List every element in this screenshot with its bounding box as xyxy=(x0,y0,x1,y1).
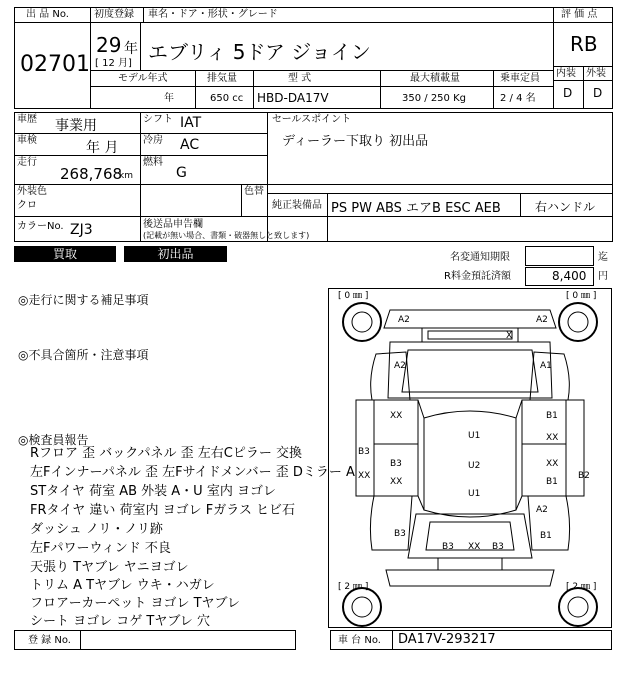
rear-right-tire xyxy=(559,588,597,626)
left-front-door xyxy=(374,400,418,444)
chassis-no-label: 車 台 No. xyxy=(338,635,381,646)
car-name-label: 車名・ドア・形状・グレード xyxy=(148,9,278,20)
mark-right-b2: B2 xyxy=(578,471,590,481)
mark-rear-xx: XX xyxy=(468,542,481,552)
history-value: 事業用 xyxy=(55,118,97,134)
fuel-label: 燃料 xyxy=(143,157,163,168)
inspection-label: 車検 xyxy=(17,135,37,146)
mark-roof-u2: U2 xyxy=(468,461,481,471)
inspector-line: 左Fパワーウィンド 不良 xyxy=(30,541,171,556)
recycle-fee-value: 8,400 xyxy=(552,269,587,283)
mark-left-door-xx: XX xyxy=(390,411,403,421)
mark-roof-u1-rear: U1 xyxy=(468,489,481,499)
color-no-value: ZJ3 xyxy=(70,222,93,238)
type-value: HBD-DA17V xyxy=(257,91,329,105)
ac-label: 冷房 xyxy=(143,135,163,146)
max-load-value: 350 / 250 Kg xyxy=(402,93,466,104)
rear-left-tire xyxy=(343,588,381,626)
name-change-box xyxy=(525,246,594,266)
recycle-fee-label: R料金預託済額 xyxy=(444,271,511,282)
displacement-label: 排気量 xyxy=(207,73,237,84)
exterior-grade: D xyxy=(593,86,603,100)
mark-rear-b3-right: B3 xyxy=(492,542,504,552)
color-no-label: カラーNo. xyxy=(17,221,64,232)
first-registration-label: 初度登録 xyxy=(94,9,134,20)
registration-year-unit: 年 xyxy=(124,41,138,57)
front-right-tire xyxy=(559,303,597,341)
mark-front-bumper-right: A2 xyxy=(536,315,548,325)
inspector-line: 天張り Tヤブレ ヤニヨゴレ xyxy=(30,560,189,575)
inspector-line: ダッシュ ノリ・ノリ跡 xyxy=(30,522,163,537)
ac-value: AC xyxy=(180,137,200,153)
mark-left-b3-side: B3 xyxy=(358,447,370,457)
interior-label: 内装 xyxy=(556,68,576,79)
interior-grade: D xyxy=(563,86,573,100)
defects-title: ◎不具合箇所・注意事項 xyxy=(18,348,149,362)
inspector-line: Rフロア 歪 バックパネル 歪 左右Cピラー 交換 xyxy=(30,446,302,461)
name-change-unit: 迄 xyxy=(598,252,608,263)
mark-left-xx-side: XX xyxy=(358,471,371,481)
inspector-line: シート ヨゴレ コゲ Tヤブレ 穴 xyxy=(30,614,210,629)
right-rear-door xyxy=(522,444,566,496)
rear-right-wheel xyxy=(568,597,588,617)
displacement-value: 650 cc xyxy=(210,93,244,104)
mileage-value: 268,768 xyxy=(60,165,123,183)
car-name: エブリィ 5ドア ジョイン xyxy=(148,40,371,64)
tire-depth-rear-left: [ 2 ㎜ ] xyxy=(338,582,369,592)
mileage-unit: km xyxy=(119,171,133,181)
mark-right-a2-rear: A2 xyxy=(536,505,548,515)
model-year-label: モデル年式 xyxy=(118,73,168,84)
equipment-label: 純正装備品 xyxy=(272,200,322,211)
equipment-value: PS PW ABS エアB ESC AEB xyxy=(331,201,501,216)
rear-left-wheel xyxy=(352,597,372,617)
inspector-line: STタイヤ 荷室 AB 外装 A・U 室内 ヨゴレ xyxy=(30,484,276,499)
tire-depth-front-left: [ 0 ㎜ ] xyxy=(338,291,369,301)
recycle-fee-unit: 円 xyxy=(598,271,608,282)
car-damage-diagram xyxy=(328,288,612,628)
registration-month: [ 12 月] xyxy=(95,58,132,69)
mark-front-x: X xyxy=(506,331,513,341)
front-left-tire xyxy=(343,303,381,341)
mark-right-b1-rear: B1 xyxy=(540,531,552,541)
tire-depth-rear-right: [ 2 ㎜ ] xyxy=(566,582,597,592)
registration-no-label: 登 録 No. xyxy=(28,635,71,646)
mark-right-b1-upper: B1 xyxy=(546,411,558,421)
exterior-color-label: 外装色 xyxy=(17,186,47,197)
mark-rear-b3-left: B3 xyxy=(442,542,454,552)
sales-point-value: ディーラー下取り 初出品 xyxy=(282,134,429,149)
mark-roof-u1-front: U1 xyxy=(468,431,481,441)
type-label: 型 式 xyxy=(288,73,312,84)
grade-label: 評 価 点 xyxy=(561,9,598,20)
lot-number-label: 出 品 No. xyxy=(26,9,69,20)
documents-label: 後送品申告欄 xyxy=(143,219,203,230)
inspector-line: 左Fインナーパネル 歪 左Fサイドメンバー 歪 Dミラー A xyxy=(30,465,355,480)
driving-notes-title: ◎走行に関する補足事項 xyxy=(18,293,149,307)
shift-value: IAT xyxy=(180,115,202,131)
mark-right-xx-lower: XX xyxy=(546,459,559,469)
history-label: 車歴 xyxy=(17,114,37,125)
right-front-door xyxy=(522,400,566,444)
inspector-line: フロアーカーペット ヨゴレ Tヤブレ xyxy=(30,596,241,611)
mark-right-fender: A1 xyxy=(540,361,552,371)
color-change-label: 色替 xyxy=(244,186,264,197)
mark-left-xx-door: XX xyxy=(390,477,403,487)
mark-left-b3-door: B3 xyxy=(390,459,402,469)
steering-value: 右ハンドル xyxy=(535,200,596,214)
inspection-value: 年 月 xyxy=(86,140,119,156)
mileage-label: 走行 xyxy=(17,157,37,168)
registration-year: 29 xyxy=(96,33,122,57)
inspector-line: トリム A Tヤブレ ウキ・ハガレ xyxy=(30,578,215,593)
tire-depth-front-right: [ 0 ㎜ ] xyxy=(566,291,597,301)
grade-value: RB xyxy=(570,32,598,56)
capacity-label: 乗車定員 xyxy=(500,73,540,84)
purchase-bar: 買取 xyxy=(14,246,116,262)
rear-bumper xyxy=(386,570,554,586)
mark-front-bumper-left: A2 xyxy=(398,315,410,325)
left-rear-quarter xyxy=(370,496,412,550)
documents-note: (記載が無い場合、書類・破器無しと致します) xyxy=(143,231,310,240)
left-rear-door xyxy=(374,444,418,496)
sales-point-label: セールスポイント xyxy=(272,114,352,125)
exterior-label: 外装 xyxy=(586,68,606,79)
mark-left-fender: A2 xyxy=(394,361,406,371)
windshield xyxy=(402,350,538,392)
inspector-line: FRタイヤ 違い 荷室内 ヨゴレ Fガラス ヒビ石 xyxy=(30,503,295,518)
mark-right-b1-lower: B1 xyxy=(546,477,558,487)
model-year-unit: 年 xyxy=(164,93,174,104)
exterior-color-value: クロ xyxy=(17,200,37,211)
right-side-panel xyxy=(566,400,584,496)
max-load-label: 最大積載量 xyxy=(410,73,460,84)
mark-right-xx-upper: XX xyxy=(546,433,559,443)
lot-number: 02701 xyxy=(20,52,90,77)
front-left-wheel xyxy=(352,312,372,332)
front-grille xyxy=(422,328,518,342)
name-change-label: 名変通知期限 xyxy=(450,252,510,263)
mark-left-b3-rear: B3 xyxy=(394,529,406,539)
capacity-value: 2 / 4 名 xyxy=(500,93,536,104)
fuel-value: G xyxy=(176,165,187,181)
shift-label: シフト xyxy=(143,114,173,125)
right-rear-quarter xyxy=(528,496,570,550)
front-right-wheel xyxy=(568,312,588,332)
inspector-title: ◎検査員報告 xyxy=(18,433,89,447)
first-listing-bar: 初出品 xyxy=(124,246,227,262)
chassis-no-value: DA17V-293217 xyxy=(398,632,496,647)
